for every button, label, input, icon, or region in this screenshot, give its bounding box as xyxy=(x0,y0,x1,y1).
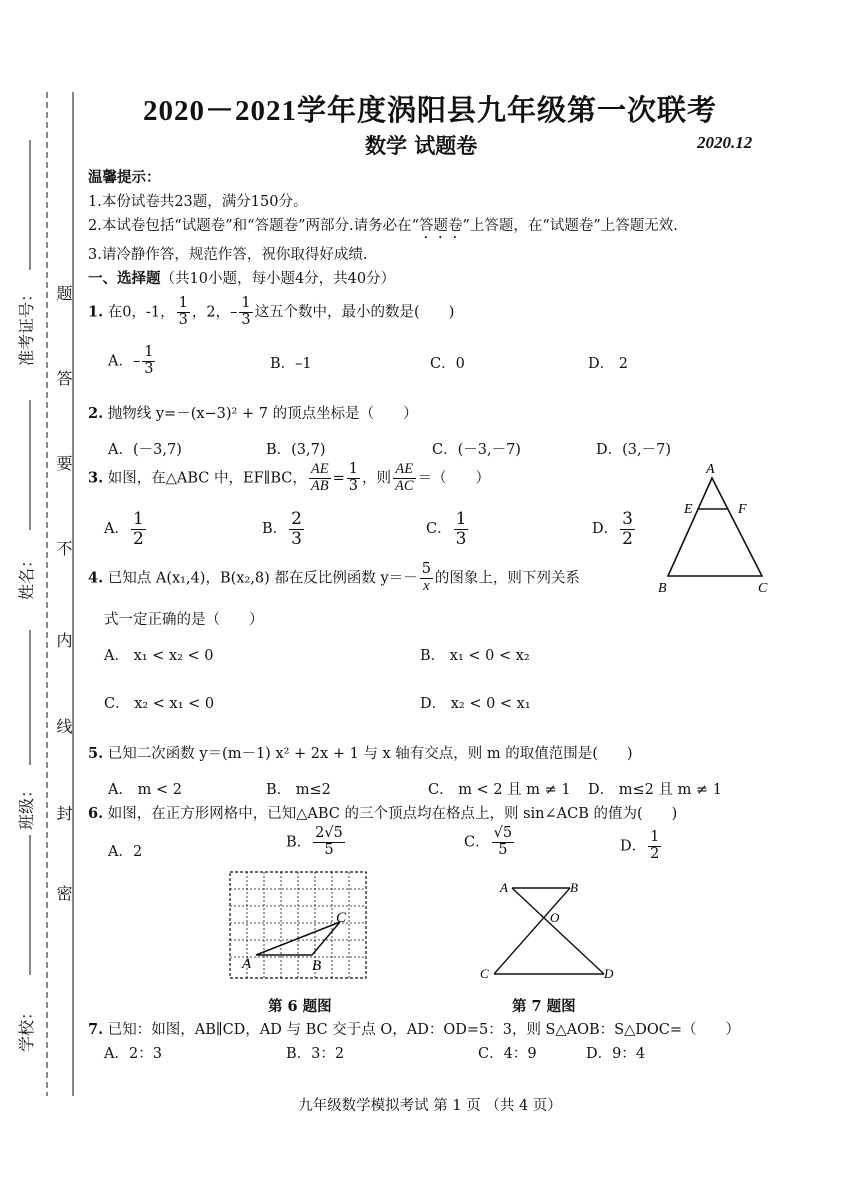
seal-char: 答 xyxy=(54,370,73,388)
name-label: 姓名： xyxy=(17,551,36,600)
seal-char: 密 xyxy=(54,885,73,903)
seal-char: 题 xyxy=(54,285,73,303)
svg-text:A: A xyxy=(706,462,715,477)
fraction-one-third: $\frac{1}{3}$ xyxy=(178,295,188,328)
exam-date: 2020.12 xyxy=(697,133,753,152)
q6-option-a[interactable]: A．2 xyxy=(108,844,143,860)
q4-option-a[interactable]: A． x₁ < x₂ < 0 xyxy=(104,648,214,664)
seal-char: 线 xyxy=(54,718,73,736)
question-5: 5. 已知二次函数 y＝(m－1) x² + 2x + 1 与 x 轴有交点，则 m 的取值范围是( ) xyxy=(88,745,633,762)
notice-line1: 1.本份试卷共23题，满分150分。 xyxy=(88,194,308,210)
svg-text:D: D xyxy=(604,966,614,981)
svg-text:C: C xyxy=(336,910,347,926)
q4-option-d[interactable]: D． x₂ < 0 < x₁ xyxy=(420,696,531,712)
q5-option-b[interactable]: B． m≤2 xyxy=(266,782,331,798)
q1-option-a[interactable]: A．– $\frac{1}{3}$ xyxy=(108,344,154,377)
exam-number-label: 准考证号： xyxy=(17,285,36,366)
svg-text:A: A xyxy=(500,880,508,895)
q2-option-c[interactable]: C．(－3,－7) xyxy=(432,442,521,458)
seal-char: 封 xyxy=(54,805,73,823)
svg-text:B: B xyxy=(570,880,578,895)
q7-option-b[interactable]: B．3：2 xyxy=(286,1046,345,1062)
svg-text:O: O xyxy=(550,910,560,925)
q5-option-c[interactable]: C． m < 2 且 m ≠ 1 xyxy=(428,782,571,798)
school-label: 学校： xyxy=(17,1003,36,1052)
grid-figure-q6 xyxy=(228,870,370,982)
svg-text:C: C xyxy=(758,581,768,596)
q6-option-d[interactable]: D． $\frac{1}{2}$ xyxy=(620,829,660,862)
q5-option-a[interactable]: A． m < 2 xyxy=(108,782,182,798)
notice-heading: 温馨提示： xyxy=(88,169,161,186)
question-4-line2: 式一定正确的是（ ） xyxy=(104,612,264,628)
q7-option-d[interactable]: D．9：4 xyxy=(586,1046,646,1062)
q1-option-c[interactable]: C．0 xyxy=(430,356,465,372)
q4-option-b[interactable]: B． x₁ < 0 < x₂ xyxy=(420,648,530,664)
q3-option-d[interactable]: D． $\frac{3}{2}$ xyxy=(592,509,633,549)
q7-option-a[interactable]: A．2：3 xyxy=(104,1046,162,1062)
notice-line2: 2.本试卷包括“试题卷”和“答题卷”两部分.请务必在“答题卷”上答题，在“试题卷”上答题无效. xyxy=(88,218,678,234)
svg-text:B: B xyxy=(312,958,322,974)
q1-option-d[interactable]: D． 2 xyxy=(588,356,628,372)
question-3: 3. 如图，在△ABC 中，EF∥BC， $\frac{AE}{AB}$ = $\frac{1}{3}$ ，则 $\frac{AE}{AC}$ ＝（ ） xyxy=(88,461,491,494)
figure-6-caption: 第 6 题图 xyxy=(268,998,332,1015)
question-6: 6. 如图，在正方形网格中，已知△ABC 的三个顶点均在格点上，则 sin∠ACB 的值为( ) xyxy=(88,805,678,822)
question-7: 7. 已知：如图，AB∥CD，AD 与 BC 交于点 O，AD：OD=5：3，则 S△AOB：S△DOC=（ ） xyxy=(88,1021,740,1038)
exam-title: 2020－2021学年度涡阳县九年级第一次联考 xyxy=(142,95,717,127)
q2-option-d[interactable]: D．(3,－7) xyxy=(596,442,671,458)
page-footer: 九年级数学模拟考试 第 1 页 （共 4 页） xyxy=(298,1098,562,1114)
triangle-figure-q3 xyxy=(650,458,780,598)
q3-option-b[interactable]: B． $\frac{2}{3}$ xyxy=(262,509,302,549)
section-heading: 一、选择题（共10小题，每小题4分，共40分） xyxy=(88,270,396,287)
hourglass-figure-q7 xyxy=(474,878,624,986)
q2-option-b[interactable]: B．(3,7) xyxy=(266,442,326,458)
q3-option-a[interactable]: A． $\frac{1}{2}$ xyxy=(104,509,144,549)
q6-option-b[interactable]: B． $\frac{2√5}{5}$ xyxy=(286,825,343,858)
notice-line3: 3.请冷静作答，规范作答，祝你取得好成绩. xyxy=(88,247,368,263)
class-label: 班级： xyxy=(17,781,36,830)
q2-option-a[interactable]: A．(－3,7) xyxy=(108,442,182,458)
svg-text:C: C xyxy=(480,966,489,981)
q4-option-c[interactable]: C． x₂ < x₁ < 0 xyxy=(104,696,215,712)
q1-option-b[interactable]: B．–1 xyxy=(270,356,312,372)
svg-text:A: A xyxy=(242,956,252,972)
exam-subtitle: 数学 试题卷 xyxy=(365,133,478,158)
q5-option-d[interactable]: D． m≤2 且 m ≠ 1 xyxy=(588,782,722,798)
svg-text:B: B xyxy=(658,581,667,596)
svg-text:E: E xyxy=(684,502,693,517)
seal-char: 内 xyxy=(54,632,73,650)
question-1: 1. 在0，-1， $\frac{1}{3}$ ，2，– $\frac{1}{3}$ 这五个数中，最小的数是( ) xyxy=(88,295,455,328)
q3-option-c[interactable]: C． $\frac{1}{3}$ xyxy=(426,509,467,549)
question-2: 2. 抛物线 y=－(x−3)² + 7 的顶点坐标是（ ） xyxy=(88,405,418,422)
figure-7-caption: 第 7 题图 xyxy=(512,998,576,1015)
question-4: 4. 已知点 A(x₁,4)，B(x₂,8) 都在反比例函数 y＝－ $\frac{5}{x}$ 的图象上，则下列关系 xyxy=(88,561,580,594)
seal-char: 要 xyxy=(54,455,73,473)
q6-option-c[interactable]: C． $\frac{√5}{5}$ xyxy=(464,825,513,858)
q7-option-c[interactable]: C．4：9 xyxy=(478,1046,537,1062)
svg-text:F: F xyxy=(738,502,747,517)
seal-char: 不 xyxy=(54,540,73,558)
